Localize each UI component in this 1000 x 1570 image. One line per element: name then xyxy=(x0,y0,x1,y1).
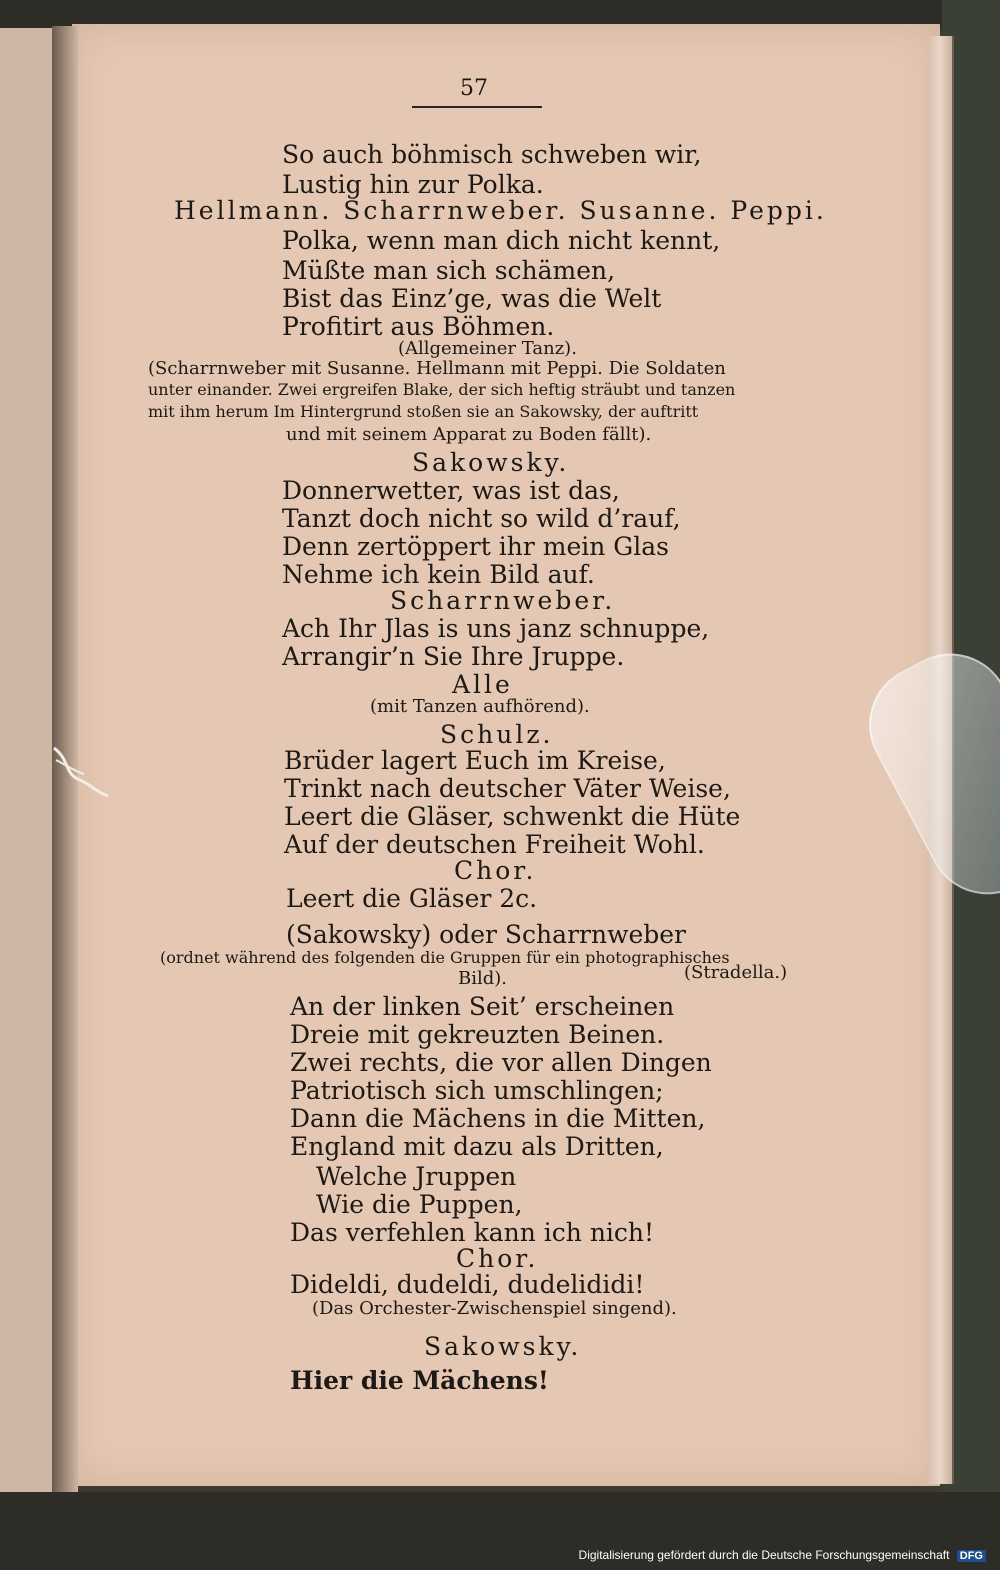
text-line: Polka, wenn man dich nicht kennt, xyxy=(282,226,721,255)
text-line: Lustig hin zur Polka. xyxy=(282,170,544,199)
text-line: Ach Ihr Jlas is uns janz schnuppe, xyxy=(282,614,710,643)
speaker-line: (Sakowsky) oder Scharrnweber xyxy=(286,920,687,949)
tune-note: (Stradella.) xyxy=(684,962,788,983)
text-line: Dreie mit gekreuzten Beinen. xyxy=(290,1020,665,1049)
header-rule xyxy=(412,106,542,108)
stage-direction: (Scharrnweber mit Susanne. Hellmann mit Peppi. Die Soldaten xyxy=(148,358,726,379)
speaker-name: Sakowsky. xyxy=(424,1332,582,1361)
text-line: Leert die Gläser 2c. xyxy=(286,884,538,913)
speaker-name: Schulz. xyxy=(440,720,554,749)
speaker-name: Chor. xyxy=(454,856,537,885)
dfg-logo: DFG xyxy=(957,1550,986,1562)
stage-direction: mit ihm herum Im Hintergrund stoßen sie an Sakowsky, der auftritt xyxy=(148,402,699,421)
text-line: Profitirt aus Böhmen. xyxy=(282,312,555,341)
stage-direction: Bild). xyxy=(458,968,508,989)
stage-direction: unter einander. Zwei ergreifen Blake, der sich heftig sträubt und tanzen xyxy=(148,380,736,399)
text-line: Trinkt nach deutscher Väter Weise, xyxy=(284,774,731,803)
text-line: Denn zertöppert ihr mein Glas xyxy=(282,532,669,561)
text-line: Welche Jruppen xyxy=(316,1162,517,1191)
credit-text: Digitalisierung gefördert durch die Deutsche Forschungsgemeinschaft xyxy=(578,1548,950,1562)
stage-direction: (mit Tanzen aufhörend). xyxy=(370,696,590,717)
speaker-name: Sakowsky. xyxy=(412,448,570,477)
text-line: Zwei rechts, die vor allen Dingen xyxy=(290,1048,712,1077)
text-line: Leert die Gläser, schwenkt die Hüte xyxy=(284,802,741,831)
text-line: Patriotisch sich umschlingen; xyxy=(290,1076,664,1105)
text-line: Hier die Mächens! xyxy=(290,1366,549,1395)
speaker-name: Alle xyxy=(452,670,513,699)
text-line: Das verfehlen kann ich nich! xyxy=(290,1218,655,1247)
stage-direction: (Allgemeiner Tanz). xyxy=(398,338,577,359)
text-line: Müßte man sich schämen, xyxy=(282,256,616,285)
text-line: Donnerwetter, was ist das, xyxy=(282,476,620,505)
text-line: Dann die Mächens in die Mitten, xyxy=(290,1104,706,1133)
text-line: Brüder lagert Euch im Kreise, xyxy=(284,746,666,775)
text-line: Dideldi, dudeldi, dudelididi! xyxy=(290,1270,645,1299)
text-line: England mit dazu als Dritten, xyxy=(290,1132,664,1161)
text-line: Nehme ich kein Bild auf. xyxy=(282,560,595,589)
page-number: 57 xyxy=(460,76,488,101)
stage-direction: (Das Orchester-Zwischenspiel singend). xyxy=(312,1298,677,1319)
text-line: Auf der deutschen Freiheit Wohl. xyxy=(284,830,705,859)
binding-thread xyxy=(50,740,110,800)
stage-direction: und mit seinem Apparat zu Boden fällt). xyxy=(286,424,652,445)
digitization-credit xyxy=(579,1548,986,1562)
speaker-line: Hellmann. Scharrnweber. Susanne. Peppi. xyxy=(174,196,827,225)
text-line: Wie die Puppen, xyxy=(316,1190,523,1219)
stage-direction: (ordnet während des folgenden die Gruppen für ein photographisches xyxy=(160,948,730,967)
speaker-name: Scharrnweber. xyxy=(390,586,616,615)
speaker-name: Chor. xyxy=(456,1244,539,1273)
text-line: Tanzt doch nicht so wild d’rauf, xyxy=(282,504,681,533)
text-line: So auch böhmisch schweben wir, xyxy=(282,140,702,169)
text-line: Bist das Einz’ge, was die Welt xyxy=(282,284,662,313)
text-line: An der linken Seit’ erscheinen xyxy=(290,992,675,1021)
text-line: Arrangir’n Sie Ihre Jruppe. xyxy=(282,642,625,671)
